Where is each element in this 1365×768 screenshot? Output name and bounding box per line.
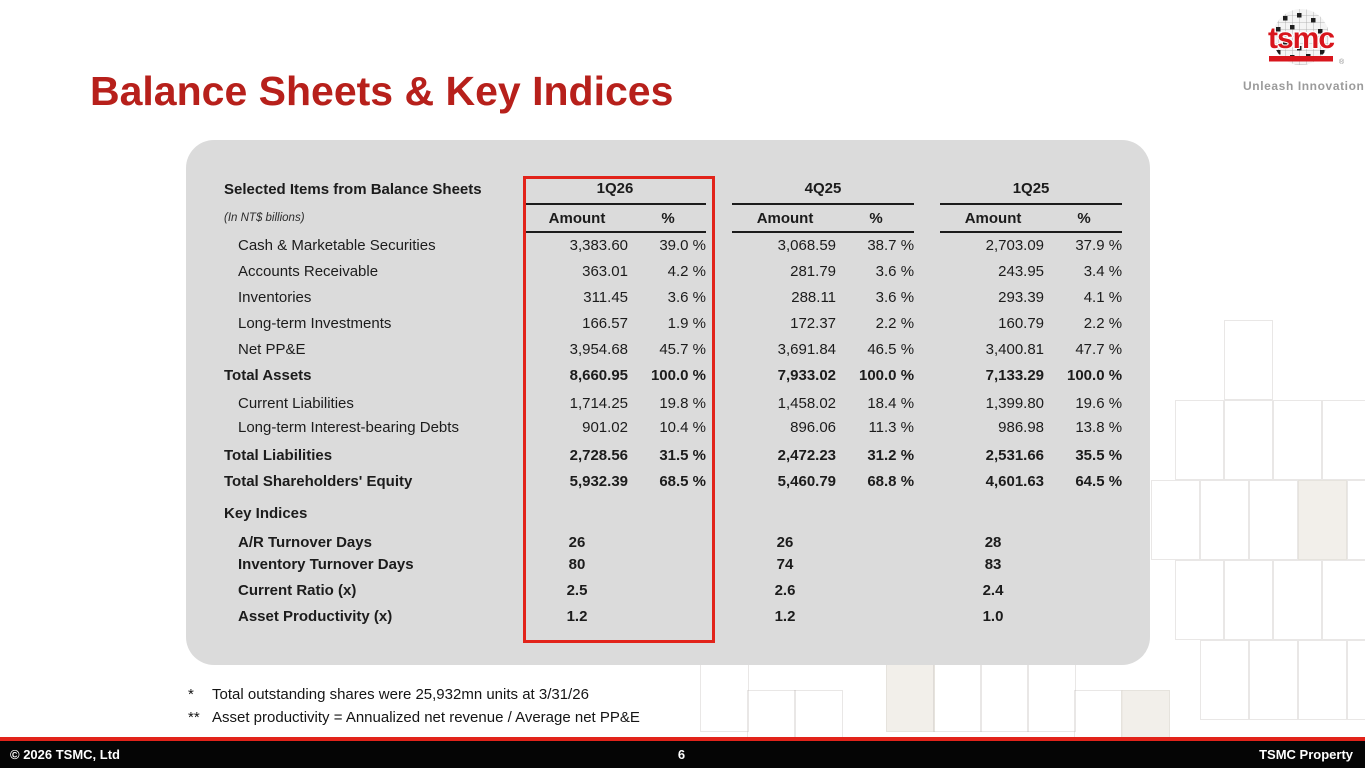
percent-cell: 31.5 % (659, 446, 707, 464)
footnote-shares (188, 683, 640, 706)
column-gap (914, 466, 940, 492)
percent-cell: 4.1 % (1083, 288, 1123, 306)
tsmc-wafer-logo-icon (1243, 8, 1359, 70)
column-gap (914, 551, 940, 577)
table-row (224, 284, 1122, 310)
row-label: Total Assets (224, 366, 312, 384)
key-index-value: 1.2 (566, 607, 588, 625)
percent-cell (838, 551, 914, 577)
key-index-value: 1.0 (982, 607, 1004, 625)
key-index-value: 2.6 (774, 581, 796, 599)
key-index-row (224, 551, 1122, 577)
row-label: Inventory Turnover Days (238, 555, 414, 573)
watermark-cell (1200, 480, 1249, 560)
watermark-cell (1175, 400, 1224, 480)
percent-cell: 31.2 % (867, 446, 915, 464)
percent-cell: 68.5 % (659, 472, 707, 490)
row-label: Cash & Marketable Securities (238, 236, 436, 254)
percent-cell: 100.0 % (650, 366, 707, 384)
watermark-cell (1298, 640, 1347, 720)
key-index-value: 83 (984, 555, 1002, 573)
column-gap (914, 524, 940, 551)
percent-cell: 46.5 % (867, 340, 915, 358)
column-gap (706, 204, 732, 232)
column-gap (914, 362, 940, 388)
watermark-cell (1347, 640, 1365, 720)
amount-cell: 311.45 (583, 288, 628, 306)
amount-cell: 3,400.81 (985, 340, 1045, 358)
column-gap (914, 258, 940, 284)
watermark-cell (1322, 560, 1365, 640)
footnotes (188, 683, 640, 729)
table-row (224, 336, 1122, 362)
amount-cell: 7,933.02 (777, 366, 837, 384)
amount-cell: 160.79 (998, 314, 1045, 332)
column-gap (706, 440, 732, 466)
amount-cell: 4,601.63 (985, 472, 1045, 490)
column-gap (914, 440, 940, 466)
table-row (224, 414, 1122, 440)
tsmc-logo (1243, 8, 1365, 93)
percent-column-header: % (630, 204, 706, 232)
amount-cell: 3,954.68 (569, 340, 628, 358)
amount-cell: 3,068.59 (777, 237, 837, 254)
key-index-row (224, 577, 1122, 603)
footnote-text: Asset productivity = Annualized net revenue / Average net PP&E (212, 709, 640, 726)
table-row (224, 388, 1122, 414)
amount-cell: 896.06 (790, 418, 837, 436)
percent-column-header: % (1046, 204, 1122, 232)
table-row (224, 466, 1122, 492)
percent-cell (1046, 524, 1122, 551)
row-label: Total Liabilities (224, 446, 333, 464)
table-row (224, 362, 1122, 388)
percent-cell (1046, 603, 1122, 629)
percent-cell: 45.7 % (659, 340, 707, 358)
amount-cell: 3,691.84 (777, 340, 837, 358)
amount-cell: 7,133.29 (985, 366, 1045, 384)
column-gap (706, 336, 732, 362)
key-indices-section-header (224, 492, 1122, 524)
amount-cell: 986.98 (998, 418, 1045, 436)
column-gap (914, 284, 940, 310)
key-index-value: 74 (776, 555, 794, 573)
amount-cell: 2,728.56 (569, 446, 628, 464)
percent-cell: 68.8 % (867, 472, 915, 490)
table-row (224, 310, 1122, 336)
percent-cell: 19.6 % (1075, 394, 1123, 412)
percent-cell (1046, 551, 1122, 577)
watermark-cell (1200, 640, 1249, 720)
column-gap (706, 310, 732, 336)
percent-cell: 2.2 % (1083, 314, 1123, 332)
registered-mark: ® (1339, 59, 1345, 66)
percent-cell (838, 577, 914, 603)
row-label: Net PP&E (238, 340, 306, 358)
amount-cell: 5,932.39 (569, 472, 628, 490)
amount-cell: 1,714.25 (569, 394, 628, 412)
amount-cell: 901.02 (582, 418, 628, 436)
column-gap (914, 232, 940, 258)
column-gap (706, 466, 732, 492)
percent-cell: 18.4 % (867, 394, 915, 412)
amount-cell: 166.57 (582, 314, 628, 332)
key-index-value: 2.5 (566, 581, 588, 599)
watermark-cell (747, 690, 796, 738)
amount-cell: 243.95 (998, 262, 1045, 280)
percent-cell (630, 603, 706, 629)
table-row (224, 440, 1122, 466)
unit-note: (In NT$ billions) (224, 212, 305, 224)
logo-tagline: Unleash Innovation (1243, 79, 1365, 93)
period-header-1q25: 1Q25 (940, 174, 1122, 204)
column-gap (706, 232, 732, 258)
percent-cell: 47.7 % (1075, 340, 1123, 358)
row-label: Long-term Investments (238, 314, 392, 332)
percent-column-header: % (838, 204, 914, 232)
footnote-asset-productivity (188, 706, 640, 729)
percent-cell (838, 603, 914, 629)
key-index-value: 26 (568, 534, 586, 551)
column-gap (914, 310, 940, 336)
period-header-1q26: 1Q26 (524, 174, 706, 204)
column-gap (914, 336, 940, 362)
percent-cell (838, 524, 914, 551)
watermark-cell (1175, 560, 1224, 640)
key-index-value: 80 (568, 555, 586, 573)
percent-cell: 64.5 % (1075, 472, 1123, 490)
footer-copyright: © 2026 TSMC, Ltd (10, 747, 120, 762)
column-gap (706, 174, 732, 204)
column-gap (706, 362, 732, 388)
percent-cell: 100.0 % (1067, 366, 1123, 384)
watermark-cell (1347, 480, 1365, 560)
watermark-cell (1151, 480, 1200, 560)
row-label: Asset Productivity (x) (238, 607, 393, 625)
amount-cell: 2,472.23 (777, 446, 837, 464)
percent-cell: 3.4 % (1083, 262, 1123, 280)
column-gap (706, 603, 732, 629)
balance-sheet-table (224, 174, 1122, 629)
footnote-marker: ** (188, 709, 200, 726)
column-gap (914, 388, 940, 414)
watermark-cell (700, 662, 749, 732)
amount-cell: 2,703.09 (985, 237, 1045, 254)
row-label: Current Ratio (x) (238, 581, 357, 599)
period-header-4q25: 4Q25 (732, 174, 914, 204)
amount-column-header: Amount (524, 204, 630, 232)
amount-cell: 1,399.80 (985, 394, 1045, 412)
percent-cell: 3.6 % (667, 288, 707, 306)
percent-cell: 1.9 % (667, 314, 707, 332)
watermark-cell (1298, 480, 1347, 560)
percent-cell (630, 577, 706, 603)
row-label: A/R Turnover Days (238, 534, 372, 551)
watermark-cell (1121, 690, 1170, 738)
watermark-cell (794, 690, 843, 738)
footnote-text: Total outstanding shares were 25,932mn units at 3/31/26 (212, 686, 589, 703)
column-gap (914, 577, 940, 603)
watermark-cell (1322, 400, 1365, 480)
column-gap (706, 258, 732, 284)
section-label: Key Indices (224, 505, 308, 522)
amount-cell: 281.79 (790, 262, 837, 280)
amount-column-header: Amount (732, 204, 838, 232)
amount-cell: 3,383.60 (569, 237, 628, 254)
footer-property-label: TSMC Property (1259, 747, 1354, 762)
column-gap (706, 551, 732, 577)
percent-cell (1046, 577, 1122, 603)
key-index-value: 2.4 (982, 581, 1004, 599)
key-index-row (224, 603, 1122, 629)
column-gap (706, 524, 732, 551)
watermark-cell (1273, 400, 1322, 480)
column-gap (914, 174, 940, 204)
watermark-cell (1224, 400, 1273, 480)
percent-cell: 13.8 % (1075, 418, 1123, 436)
percent-cell: 19.8 % (659, 394, 707, 412)
column-gap (706, 414, 732, 440)
column-gap (914, 204, 940, 232)
table-row (224, 258, 1122, 284)
row-label: Inventories (238, 288, 312, 306)
column-gap (706, 388, 732, 414)
column-gap (914, 414, 940, 440)
column-gap (706, 577, 732, 603)
amount-cell: 172.37 (790, 314, 837, 332)
amount-cell: 8,660.95 (569, 366, 628, 384)
amount-cell: 5,460.79 (777, 472, 837, 490)
percent-cell: 37.9 % (1075, 237, 1123, 254)
percent-cell: 4.2 % (667, 262, 707, 280)
key-index-value: 26 (776, 534, 794, 551)
percent-cell (630, 524, 706, 551)
amount-cell: 363.01 (582, 262, 628, 280)
slide-footer (0, 737, 1365, 768)
percent-cell: 100.0 % (858, 366, 915, 384)
amount-cell: 1,458.02 (777, 394, 837, 412)
key-index-value: 28 (984, 534, 1002, 551)
watermark-cell (1224, 320, 1273, 400)
percent-cell: 10.4 % (659, 418, 707, 436)
amount-column-header: Amount (940, 204, 1046, 232)
row-label: Accounts Receivable (238, 262, 379, 280)
footer-page-number: 6 (677, 747, 686, 762)
row-label: Long-term Interest-bearing Debts (238, 418, 459, 436)
amount-cell: 2,531.66 (985, 446, 1045, 464)
page-title: Balance Sheets & Key Indices (90, 68, 674, 114)
tsmc-brand-text: tsmc (1267, 22, 1335, 55)
amount-cell: 293.39 (998, 288, 1045, 306)
percent-cell (630, 551, 706, 577)
amount-cell: 288.11 (791, 288, 837, 306)
watermark-cell (1224, 560, 1273, 640)
watermark-cell (1273, 560, 1322, 640)
watermark-cell (1074, 690, 1123, 738)
footnote-marker: * (188, 686, 194, 703)
balance-sheet-panel (186, 140, 1150, 665)
key-index-value: 1.2 (774, 607, 796, 625)
watermark-cell (1249, 480, 1298, 560)
column-gap (706, 284, 732, 310)
percent-cell: 35.5 % (1075, 446, 1123, 464)
percent-cell: 3.6 % (875, 262, 915, 280)
percent-cell: 2.2 % (875, 314, 915, 332)
key-index-row (224, 524, 1122, 551)
watermark-cell (1249, 640, 1298, 720)
percent-cell: 38.7 % (867, 237, 915, 254)
percent-cell: 39.0 % (659, 237, 707, 254)
table-corner-label: Selected Items from Balance Sheets (224, 180, 482, 198)
percent-cell: 3.6 % (875, 288, 915, 306)
row-label: Total Shareholders' Equity (224, 472, 413, 490)
table-row (224, 232, 1122, 258)
row-label: Current Liabilities (238, 394, 354, 412)
percent-cell: 11.3 % (868, 418, 915, 436)
column-gap (914, 603, 940, 629)
